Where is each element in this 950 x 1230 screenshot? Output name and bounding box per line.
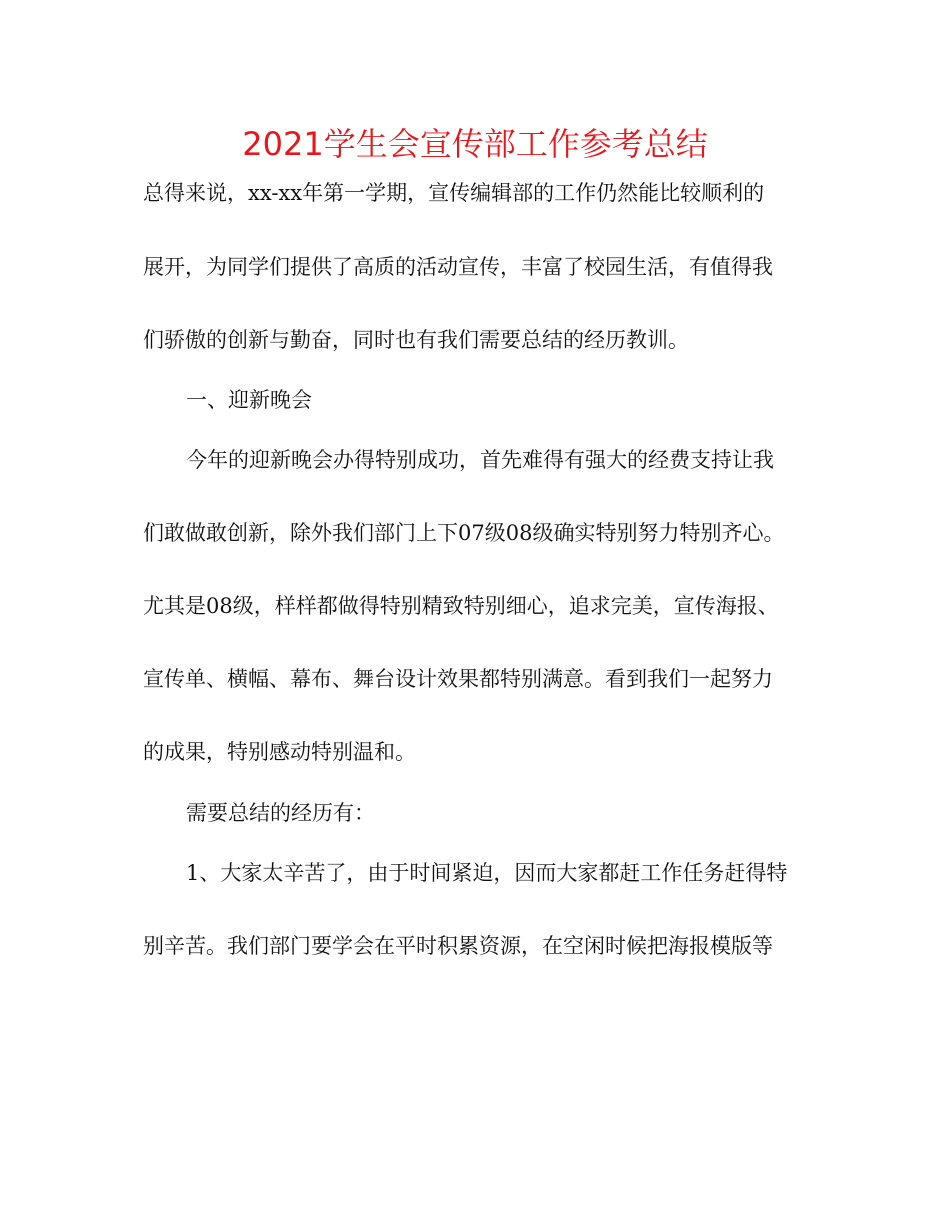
section-heading: 一、迎新晚会: [186, 388, 312, 412]
paragraph-line: 们骄傲的创新与勤奋，同时也有我们需要总结的经历教训。: [143, 328, 689, 352]
paragraph-line: 宣传单、横幅、幕布、舞台设计效果都特别满意。看到我们一起努力: [143, 667, 773, 691]
paragraph-line: 展开，为同学们提供了高质的活动宣传，丰富了校园生活，有值得我: [143, 255, 773, 279]
paragraph-line: 尤其是08级，样样都做得特别精致特别细心，追求完美，宣传海报、: [143, 594, 779, 618]
paragraph-line: 别辛苦。我们部门要学会在平时积累资源，在空闲时候把海报模版等: [143, 934, 773, 958]
paragraph-line: 今年的迎新晚会办得特别成功，首先难得有强大的经费支持让我: [186, 448, 774, 472]
paragraph-line: 总得来说，xx-xx年第一学期，宣传编辑部的工作仍然能比较顺利的: [143, 181, 765, 205]
document-title: 2021学生会宣传部工作参考总结: [242, 125, 708, 163]
paragraph-line: 1、大家太辛苦了，由于时间紧迫，因而大家都赶工作任务赶得特: [186, 861, 788, 885]
paragraph-line: 们敢做敢创新，除外我们部门上下07级08级确实特别努力特别齐心。: [143, 521, 785, 545]
paragraph-line: 的成果，特别感动特别温和。: [143, 740, 416, 764]
paragraph-line: 需要总结的经历有：: [186, 801, 375, 825]
